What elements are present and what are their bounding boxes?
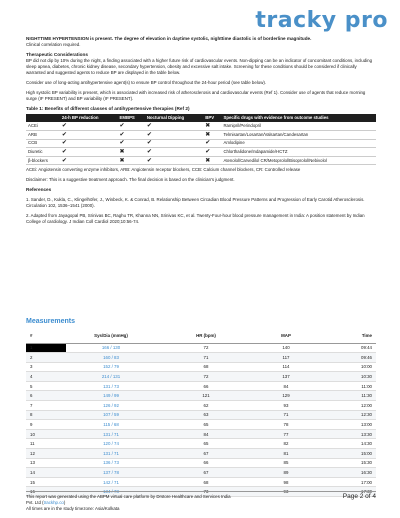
col-map: MAP (256, 329, 316, 343)
measurement-time: 09:44 (316, 343, 376, 353)
measurement-number: 10 (26, 429, 66, 439)
measurement-number: 2 (26, 353, 66, 363)
measurement-row (26, 420, 376, 430)
col-class (26, 114, 60, 122)
headline: NIGHTTIME HYPERTENSION is present. The degree of elevation in daytime systolic, nighttime diastolic is of borderline magnitude. (26, 36, 312, 41)
measurement-hr: 71 (156, 353, 256, 363)
measurement-hr: 84 (156, 429, 256, 439)
col-drugs: Specific drugs with evidence from outcome studies (221, 114, 376, 122)
therapeutic-heading: Therapeutic Considerations (26, 52, 88, 57)
measurement-sys: 115 / 68 (66, 420, 156, 430)
bp-mark: ✔ (60, 131, 118, 140)
measurement-map: 137 (256, 372, 316, 382)
footer-prefix: Pvt. Ltd ( (26, 499, 44, 505)
measurement-sys: 134 / 78 (66, 487, 156, 497)
col-24h: 24-h BP reduction (60, 114, 118, 122)
drugs-cell: Ramipril/Perindopril (221, 122, 376, 131)
class-cell: Diuretic (26, 148, 60, 157)
measurement-sys: 149 / 99 (66, 391, 156, 401)
dipping-mark: ✔ (145, 148, 203, 157)
disclaimer: Disclaimer: This is a suggestive treatment approach. The final decision is based on the clinician's judgment. (26, 177, 235, 183)
measurement-sys: 142 / 71 (66, 477, 156, 487)
measurement-sys: 160 / 83 (66, 353, 156, 363)
measurement-row (26, 391, 376, 401)
col-bpv: BPV (203, 114, 221, 122)
measurement-hr: 63 (156, 410, 256, 420)
bp-mark: ✔ (60, 148, 118, 157)
measurement-map: 89 (256, 468, 316, 478)
dipping-mark: ✔ (145, 122, 203, 131)
drugs-cell: Telmisartan/Losartan/Valsartan/Candesartan (221, 131, 376, 140)
class-cell: β-blockers (26, 156, 60, 165)
measurement-row (26, 362, 376, 372)
clinical-note: Clinical correlation required. (26, 42, 81, 47)
measurement-number: 3 (26, 362, 66, 372)
measurement-hr: 72 (156, 343, 256, 353)
measurement-hr: 67 (156, 468, 256, 478)
measurement-time: 13:30 (316, 429, 376, 439)
measurement-hr: 68 (156, 362, 256, 372)
drugs-cell: Atenolol/Carvedilol CR/Metoprolol/Bisoprolol/Nebivolol (221, 156, 376, 165)
measurement-hr: 68 (156, 477, 256, 487)
abbreviations: ACEi: Angiotensin converting enzyme inhibitors, ARB: Angiotensin receptor blockers, CCB: Calcium channel blockers, CR: Controlled release (26, 167, 301, 173)
col-sys-dia (66, 329, 156, 343)
measurement-number: 7 (26, 401, 66, 411)
measurement-time: 15:30 (316, 458, 376, 468)
footer-link[interactable]: trackhp.co (43, 499, 64, 505)
measurement-hr: 66 (156, 381, 256, 391)
measurement-time: 17:30 (316, 487, 376, 497)
measurement-hr: 66 (156, 458, 256, 468)
measurement-map: 84 (256, 381, 316, 391)
measurement-number: 12 (26, 449, 66, 459)
col-hr (156, 329, 256, 343)
measurement-row (26, 468, 376, 478)
measurement-number: 11 (26, 439, 66, 449)
measurement-sys: 131 / 71 (66, 449, 156, 459)
bpv-mark: ✖ (203, 131, 221, 140)
measurement-row (26, 343, 376, 353)
measurement-map: 78 (256, 420, 316, 430)
embps-mark: ✔ (118, 131, 145, 140)
measurement-sys: 136 / 73 (66, 458, 156, 468)
measurement-time: 09:46 (316, 353, 376, 363)
benefits-row (26, 148, 376, 157)
measurement-number: 9 (26, 420, 66, 430)
measurement-map: 71 (256, 410, 316, 420)
measurement-time: 11:30 (316, 391, 376, 401)
measurement-number: 13 (26, 458, 66, 468)
measurement-number: 6 (26, 391, 66, 401)
measurement-number: 1 (26, 343, 66, 353)
measurement-row (26, 439, 376, 449)
measurement-map: 82 (256, 439, 316, 449)
measurement-hr: 73 (156, 487, 256, 497)
measurement-hr: 62 (156, 401, 256, 411)
bpv-mark: ✔ (203, 139, 221, 148)
measurement-time: 10:30 (316, 372, 376, 382)
measurement-number: 5 (26, 381, 66, 391)
class-cell: ARB (26, 131, 60, 140)
measurement-map: 129 (256, 391, 316, 401)
measurement-map: 93 (256, 401, 316, 411)
measurement-sys: 131 / 73 (66, 381, 156, 391)
reference-2: 2. Adapted from Jayagopal PB, Srinivas BC, Raghu TR, Khanna NN, Srinivas KC, et al. Twenty-Four-hour blood pressure management in India: A position statement by Indian College of cardiology. J Indian Coll Cardiol 2020;10:56-74. (26, 213, 365, 225)
measurement-time: 15:00 (316, 449, 376, 459)
references-heading: References (26, 187, 52, 193)
bpv-mark: ✔ (203, 148, 221, 157)
measurement-hr: 65 (156, 439, 256, 449)
measurement-time: 11:00 (316, 381, 376, 391)
col-sys-dia-label: Sys/Dia (mmHg) (94, 333, 128, 338)
measurement-time: 12:00 (316, 401, 376, 411)
measurement-sys: 120 / 74 (66, 439, 156, 449)
report-footer (26, 491, 376, 511)
measurement-row (26, 372, 376, 382)
page-number: Page 2 of 4 (342, 493, 376, 500)
benefits-row (26, 131, 376, 140)
drugs-cell: Amlodipine (221, 139, 376, 148)
measurement-hr: 121 (156, 391, 256, 401)
bp-mark: ✔ (60, 139, 118, 148)
measurement-map: 114 (256, 362, 316, 372)
measurement-row (26, 458, 376, 468)
measurement-time: 12:30 (316, 410, 376, 420)
col-embps: EMBPS (118, 114, 145, 122)
measurement-time: 17:00 (316, 477, 376, 487)
benefits-row (26, 139, 376, 148)
measurement-hr: 67 (156, 449, 256, 459)
measurement-map: 98 (256, 477, 316, 487)
embps-mark: ✔ (118, 139, 145, 148)
measurement-map: 117 (256, 353, 316, 363)
measurement-row (26, 449, 376, 459)
embps-mark: ✔ (118, 122, 145, 131)
paragraph-2: Consider use of long-acting antihypertensive agent(s) to ensure BP control throughout the 24-hour period (see table below). (26, 80, 267, 85)
benefits-table (26, 114, 376, 165)
measurement-map: 140 (256, 343, 316, 353)
measurement-row (26, 477, 376, 487)
measurement-sys: 214 / 131 (66, 372, 156, 382)
measurement-number: 15 (26, 477, 66, 487)
paragraph-3: High systolic BP variability is present, which is associated with increased risk of atherosclerosis and cardiovascular events (Ref 1). Consider use of agents that reduce morning surge (IF PRESENT) and BP variability (IF PRESENT). (26, 90, 366, 101)
class-cell: CCB (26, 139, 60, 148)
benefits-row (26, 122, 376, 131)
footer-line-3: All times are in the study timezone: Asia/Kolkata (26, 505, 120, 511)
measurement-time: 16:30 (316, 468, 376, 478)
measurements-table (26, 329, 376, 497)
measurement-row (26, 381, 376, 391)
measurement-sys: 152 / 79 (66, 362, 156, 372)
measurement-row (26, 353, 376, 363)
measurement-time: 10:00 (316, 362, 376, 372)
measurement-hr: 72 (156, 372, 256, 382)
dipping-mark: ✔ (145, 156, 203, 165)
measurement-map: 93 (256, 487, 316, 497)
bpv-mark: ✖ (203, 156, 221, 165)
reference-1: 1. Sander, D., Kukla, C., Klingelhöfer, J., Winbeck, K. & Conrad, B. Relationship Between Circadian Blood Pressure Patterns and Progression of Early Carotid Atherosclerosis. Circulation 102, 1536–1541 (2000). (26, 197, 365, 209)
bpv-mark: ✖ (203, 122, 221, 131)
table1-title: Table 1: Benefits of different classes of antihypertensive therapies (Ref 2) (26, 106, 190, 111)
measurement-row (26, 401, 376, 411)
measurement-row (26, 429, 376, 439)
bp-mark: ✔ (60, 156, 118, 165)
drugs-cell: Chlorthalidone/Indapamide/HCTZ (221, 148, 376, 157)
col-time: Time (316, 329, 376, 343)
measurement-hr: 65 (156, 420, 256, 430)
embps-mark: ✖ (118, 148, 145, 157)
measurement-sys: 166 / 130 (66, 343, 156, 353)
measurement-sys: 126 / 92 (66, 401, 156, 411)
col-number: # (26, 329, 66, 343)
measurement-time: 13:00 (316, 420, 376, 430)
measurement-row (26, 410, 376, 420)
brand-logo: tracky pro (255, 8, 388, 33)
report-content (26, 36, 376, 225)
measurement-map: 77 (256, 429, 316, 439)
col-dipping: Nocturnal Dipping (145, 114, 203, 122)
measurement-sys: 131 / 71 (66, 429, 156, 439)
measurement-map: 85 (256, 458, 316, 468)
embps-mark: ✖ (118, 156, 145, 165)
footer-line-1: This report was generated using the ABPM virtual care platform by Drstore Healthcare and Services India (26, 494, 231, 499)
footer-suffix: ) (63, 499, 66, 505)
dipping-mark: ✔ (145, 131, 203, 140)
measurement-number: 8 (26, 410, 66, 420)
measurement-sys: 107 / 59 (66, 410, 156, 420)
dipping-mark: ✔ (145, 139, 203, 148)
measurements-title: Measurements (26, 318, 76, 325)
measurement-number: 16 (26, 487, 66, 497)
bp-mark: ✔ (60, 122, 118, 131)
measurement-time: 14:30 (316, 439, 376, 449)
measurement-map: 81 (256, 449, 316, 459)
class-cell: ACEi (26, 122, 60, 131)
measurement-number: 14 (26, 468, 66, 478)
paragraph-1: BP did not dip by 10% during the night, a finding associated with a higher future risk of cardiovascular events. Non-dipping can be an indicator of concomitant conditions, including sleep apnea, diabetes, chronic kidney disease, secondary hypertension, obesity and excessive salt intake. Screening for these conditions should be considered if clinically warranted and suggested agents to reduce BP are displayed in the table below. (26, 58, 373, 75)
benefits-row (26, 156, 376, 165)
measurement-number: 4 (26, 372, 66, 382)
col-hr-label: HR (bpm) (196, 333, 216, 338)
measurement-sys: 137 / 78 (66, 468, 156, 478)
